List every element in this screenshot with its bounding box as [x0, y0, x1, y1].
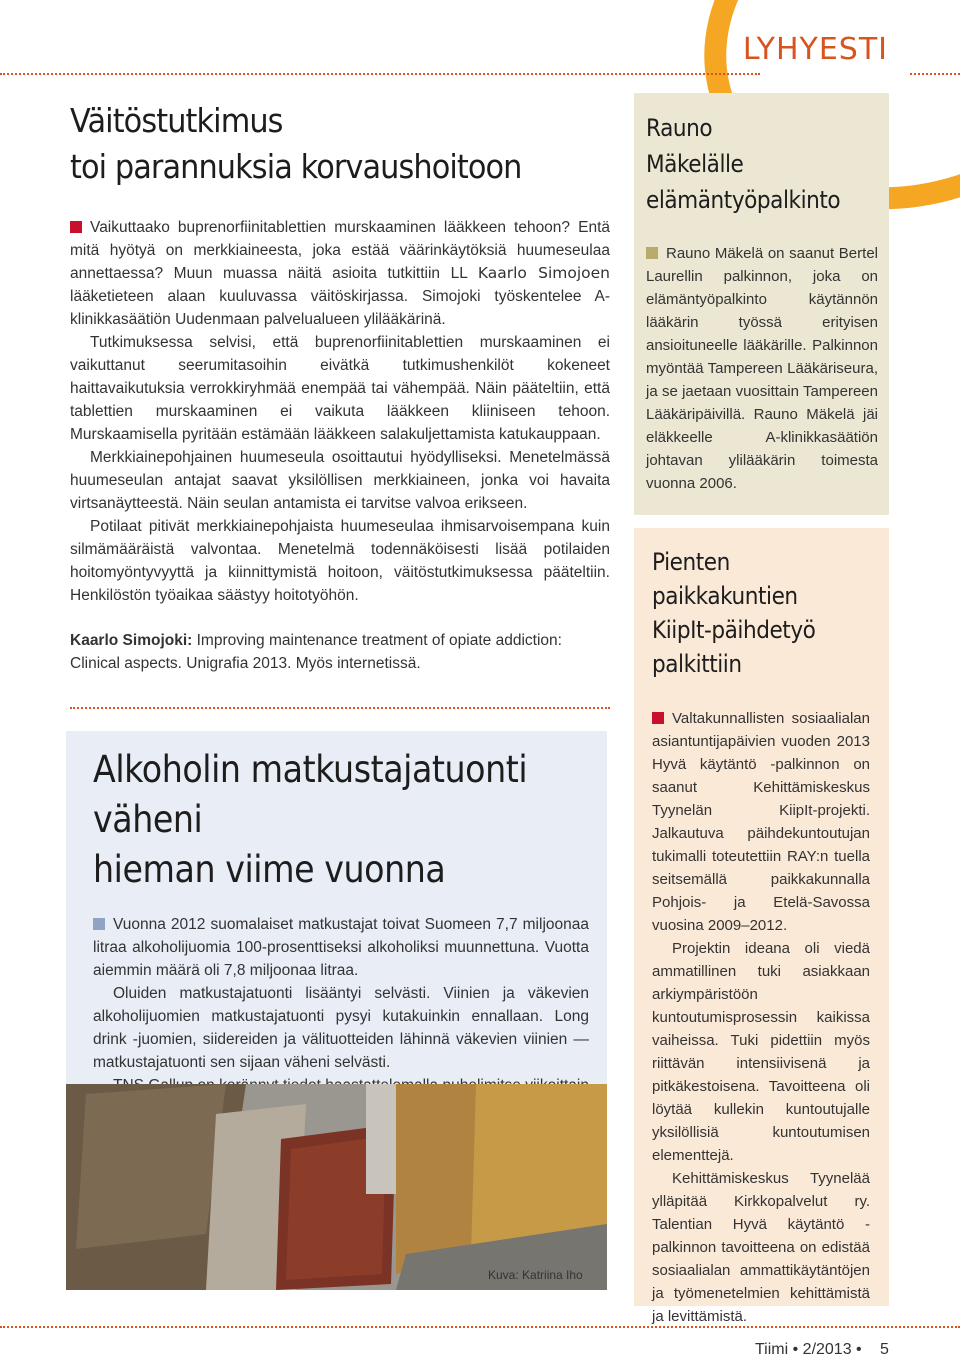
article-2-title-line-2: hieman viime vuonna [93, 848, 446, 891]
article-1-p1-text-b: lääketieteen alaan kuuluvassa väitöskirjassa. Simojoki työskentelee A-klinikkasäätiön Uudenmaan palvelualueen ylilääkärinä. [70, 288, 610, 328]
article-1 [70, 98, 610, 675]
suitcases-illustration [66, 1084, 607, 1290]
article-1-title-line-2: toi parannuksia korvaushoitoon [70, 147, 522, 186]
sidebar-1-title-line-1: Rauno [646, 114, 713, 142]
sidebar-2-paragraph-1 [652, 707, 870, 937]
top-dotted-rule [0, 73, 760, 75]
article-2-p1-text: Vuonna 2012 suomalaiset matkustajat toivat Suomeen 7,7 miljoonaa litraa alkoholijuomia 100-prosenttiseksi alkoholiksi muunnettuna. Vuotta aiemmin määrä oli 7,8 miljoonaa litraa. [93, 916, 589, 979]
red-square-icon [70, 221, 82, 233]
sidebar-2-title [652, 545, 848, 681]
sidebar-1-title-line-2: Mäkelälle [646, 150, 744, 178]
sidebar-2-title-line-3: palkittiin [652, 650, 742, 678]
reference-author: Kaarlo Simojoki: [70, 632, 193, 649]
sidebar-2-paragraph-2: Projektin ideana oli viedä ammatillinen tuki asiakkaan arkiympäristöön kuntoutumisprosessin kaikissa vaiheissa. Tuki pidettiin myös riittävän intensiivisenä ja pitkäkestoisena. Tavoitteena oli löytää kullekin kuntoutujalle yksilöllisiä kuntoutumisen elementtejä. [652, 940, 870, 1164]
section-label: LYHYESTI [742, 32, 888, 67]
sidebar-2-title-line-1: Pienten paikkakuntien [652, 548, 798, 610]
article-2 [93, 745, 589, 1120]
article-1-paragraph-2: Tutkimuksessa selvisi, että buprenorfiinitablettien murskaaminen ei vaikuttanut seerumitasoihin eivätkä tutkimushenkilöt kokeneet haittavaikutuksia verrokkiryhmää enempää tai vähempää. Näin pääteltiin, että tablettien murskaaminen ei vaikuta lääkkeen kliiniseen tehoon. Murskaamisella pyritään estämään lääkkeen salakuljettamista katukauppaan. [70, 334, 610, 443]
article-1-body [70, 216, 610, 607]
article-1-title [70, 98, 567, 190]
sidebar-1-body [646, 242, 878, 495]
top-dotted-rule-right [910, 73, 960, 75]
olive-square-icon [646, 247, 658, 259]
sidebar-2-title-line-2: KiipIt-päihdetyö [652, 616, 816, 644]
article-1-reference [70, 629, 610, 675]
page-number: 5 [880, 1341, 889, 1358]
sidebar-1-paragraph [646, 242, 878, 495]
blue-square-icon [93, 918, 105, 930]
photo-caption: Kuva: Katriina Iho [488, 1268, 583, 1282]
sidebar-2-body [652, 707, 870, 1328]
red-square-icon [652, 712, 664, 724]
article-1-paragraph-3: Merkkiainepohjainen huumeseula osoittautui hyödylliseksi. Menetelmässä huumeseulan antajat saavat yksilöllisen merkkiaineen, jonka voi havaita virtsanäytteestä. Näin seulan antamista ei tarvitse valvoa erikseen. [70, 449, 610, 512]
article-2-title [93, 745, 539, 895]
footer-issue: Tiimi • 2/2013 • [755, 1341, 862, 1358]
sidebar-1 [646, 110, 878, 495]
article-divider [70, 707, 610, 709]
footer-dotted-rule [0, 1326, 960, 1328]
reference-text: Improving maintenance treatment of opiate addiction: Clinical aspects. Unigrafia 2013. Myös internetissä. [70, 632, 562, 672]
sidebar-2-paragraph-3: Kehittämiskeskus Tyynelää ylläpitää Kirkkopalvelut ry. Talentian Hyvä käytäntö -palkinnon tavoitteena on edistää sosiaalialan ammattikäytäntöjen ja työmenetelmien kehittämistä ja levittämistä. [652, 1170, 870, 1325]
suitcases-photo [66, 1084, 607, 1290]
sidebar-2-p1-text: Valtakunnallisten sosiaalialan asiantuntijapäivien vuoden 2013 Hyvä käytäntö -palkinnon on saanut Kehittämiskeskus Tyynelän KiipIt-projekti. Jalkautuva päihdekuntoutujan tukimalli toteutettiin RAY:n tuella seitsemällä paikkakunnalla Pohjois- ja Etelä-Savossa vuosina 2009–2012. [652, 710, 870, 934]
sidebar-1-title-line-3: elämäntyöpalkinto [646, 186, 841, 214]
sidebar-2 [652, 545, 870, 1328]
sidebar-1-text: Rauno Mäkelä on saanut Bertel Laurellin palkinnon, joka on elämäntyöpalkinto käytännön lääkärin työssä erityisen ansioituneelle lääkärille. Palkinnon myöntää Tampereen Lääkäriseura, ja se jaetaan vuosittain Tampereen Lääkäripäivillä. Rauno Mäkelä jäi eläkkeelle A-klinikkasäätiön johtavan ylilääkärin toimesta vuonna 2006. [646, 245, 878, 492]
article-2-paragraph-1 [93, 913, 589, 982]
article-1-paragraph-1 [70, 216, 610, 331]
article-1-paragraph-4: Potilaat pitivät merkkiainepohjaista huumeseulaa ihmisarvoisempana kuin silmämääräistä valvontaa. Menetelmä todennäköisesti lisää potilaiden hoitomyöntyvyyttä ja kiinnittymistä hoitoon, väitöstutkimuksessa pääteltiin. Henkilöstön työaikaa säästyy hoitotyöhön. [70, 518, 610, 604]
article-1-p1-text-a: Vaikuttaako buprenorfiinitablettien murskaaminen lääkkeen tehoon? Entä mitä hyötyä on merkkiaineesta, joka estää väärinkäytöksiä huumeseulaa annettaessa? Muun muassa näitä asioita tutkittiin LL [70, 219, 610, 282]
article-2-paragraph-2: Oluiden matkustajatuonti lisääntyi selvästi. Viinien ja väkevien alkoholijuomien matkustajatuonti pysyi kutakuinkin ennallaan. Long drink -juomien, siidereiden ja välituotteiden lähinnä väkevien viinien — matkustajatuonti sen sijaan väheni selvästi. [93, 985, 589, 1071]
article-1-title-line-1: Väitöstutkimus [70, 101, 283, 140]
article-1-author-name: Kaarlo Simojoen [477, 264, 610, 282]
sidebar-1-title [646, 110, 855, 218]
article-2-title-line-1: Alkoholin matkustajatuonti väheni [93, 748, 528, 841]
